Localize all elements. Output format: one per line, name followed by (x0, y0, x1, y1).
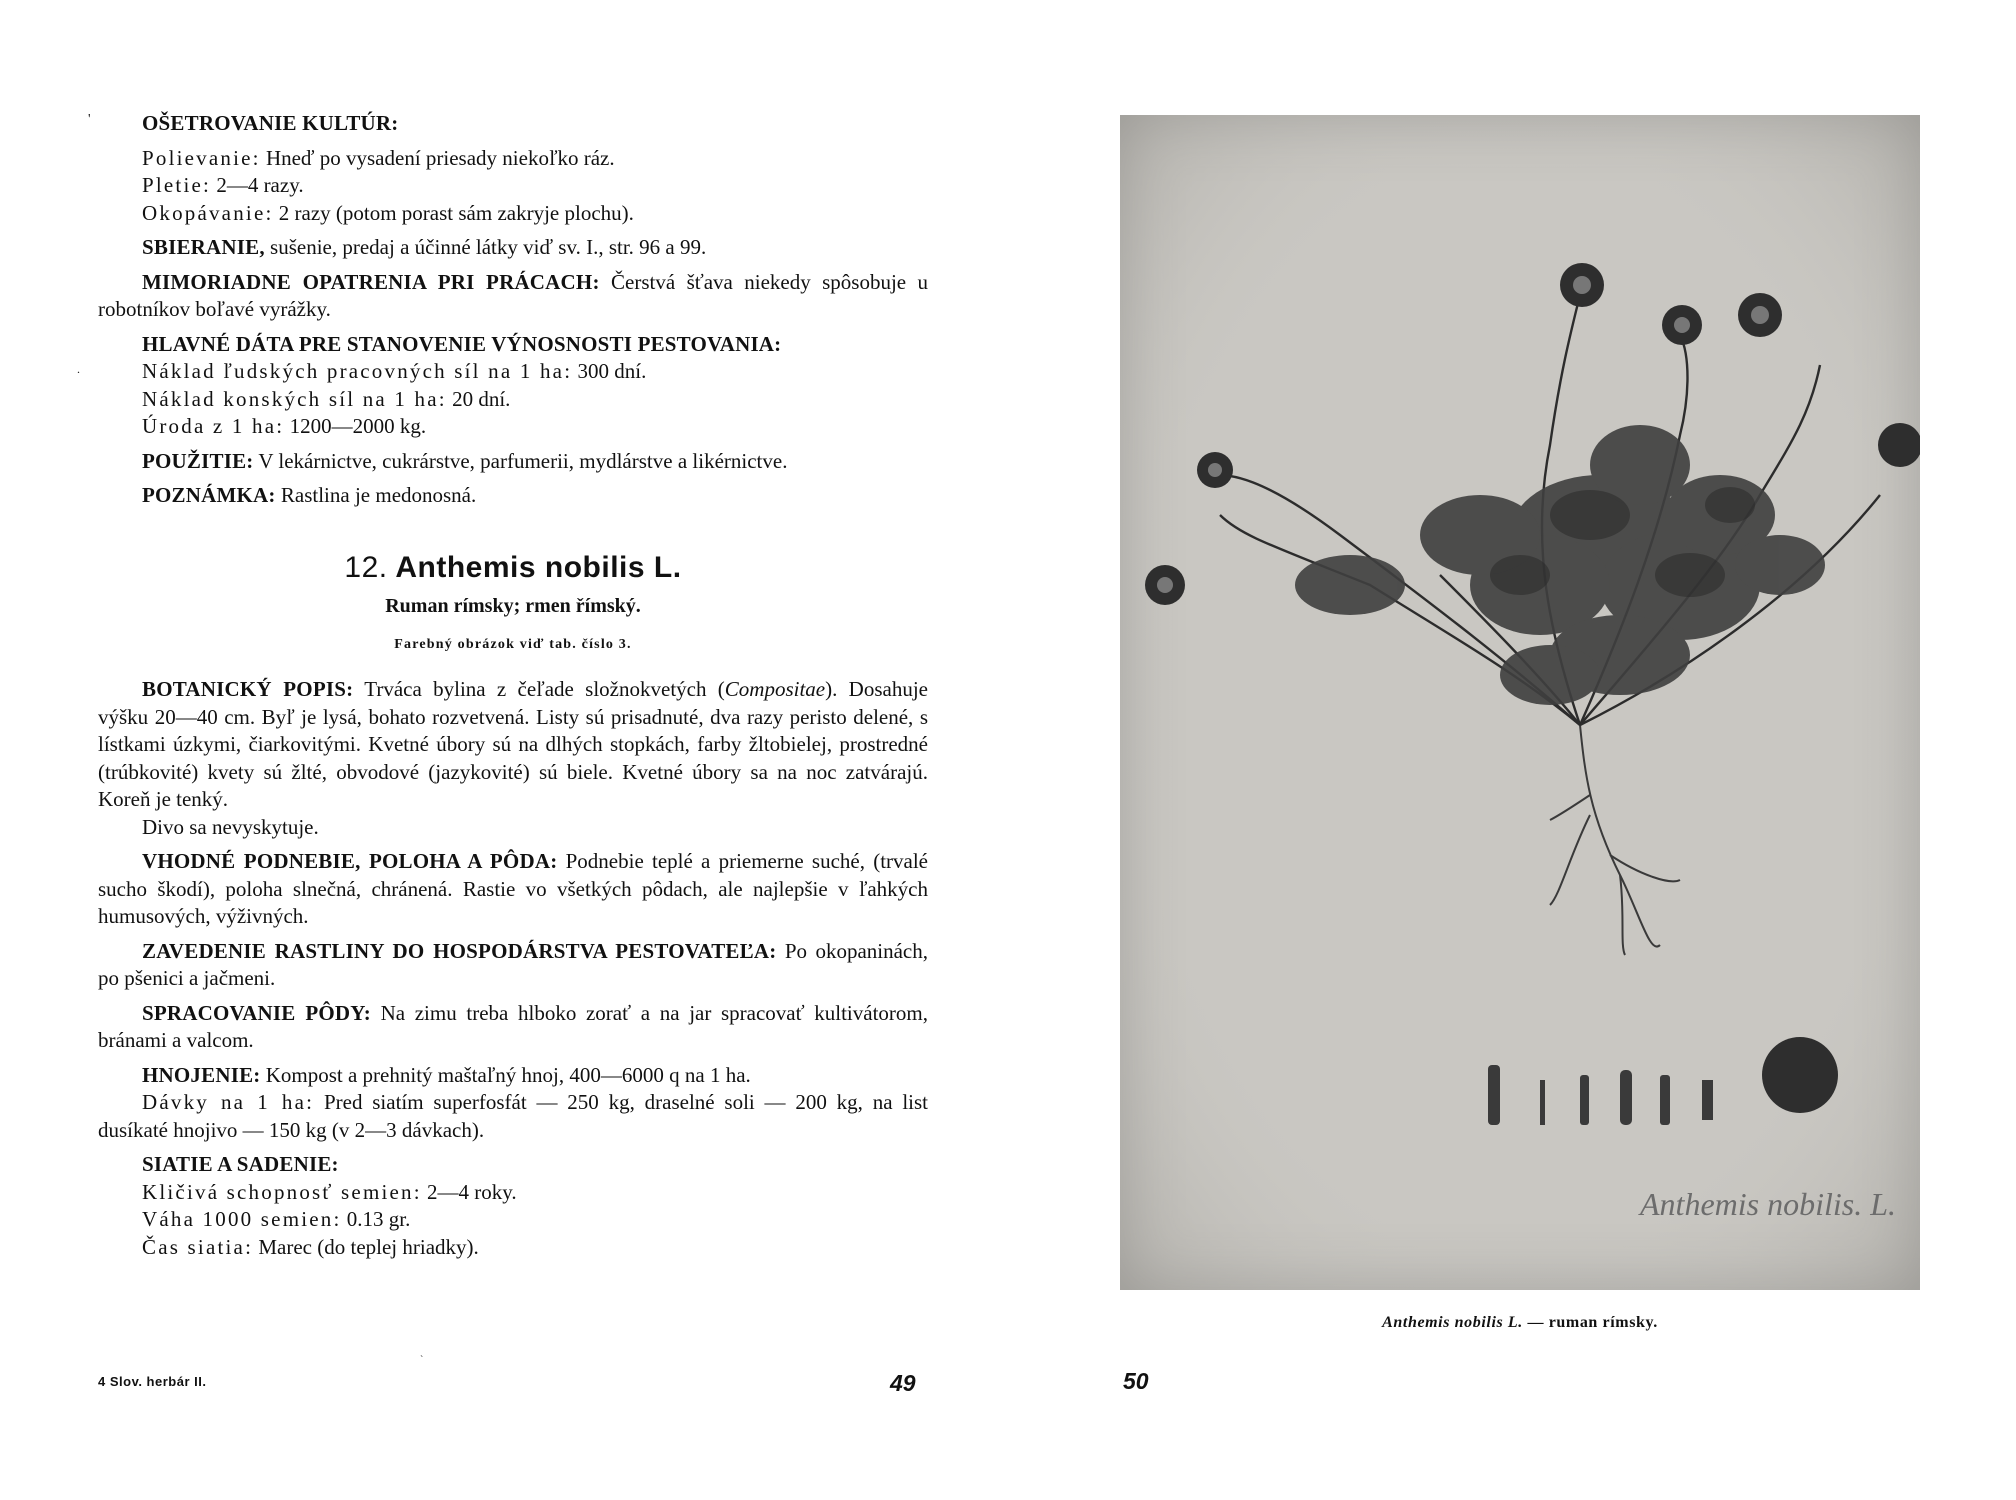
hlavne-item: Náklad ľudských pracovných síl na 1 ha: 300 dní. (142, 359, 647, 383)
page-number-left: 49 (890, 1370, 916, 1396)
botanicky-paragraph: BOTANICKÝ POPIS: Trváca bylina z čeľade složnokvetých (Compositae). Dosahuje výšku 20—40 cm. Byľ je lysá, bohato rozvetvená. Listy sú prisadnuté, dva razy peristo delené, s lístkami úzkymi, čiarkovitými. Kvetné úbory sú na dlhých stopkách, farby žltobielej, prostredné (trúbkovité) kvety sú žlté, obvodové (jazykovité) sú biele. Kvetné úbory sa na noc zatvárajú. Koreň je tenký. (98, 677, 928, 811)
siatie-item: Váha 1000 semien: 0.13 gr. (142, 1207, 411, 1231)
section-subtitle: Ruman rímsky; rmen římský. (385, 595, 641, 617)
siatie-item: Kličivá schopnosť semien: 2—4 roky. (142, 1179, 517, 1204)
section-title: 12. Anthemis nobilis L. (344, 550, 682, 584)
siatie-heading: SIATIE A SADENIE: (142, 1152, 339, 1176)
stray-mark: ` (420, 1355, 424, 1366)
text-column (98, 110, 928, 1261)
hlavne-heading: HLAVNÉ DÁTA PRE STANOVENIE VÝNOSNOSTI PESTOVANIA: (142, 331, 782, 356)
plate-script-label: Anthemis nobilis. L. (1640, 1186, 1897, 1222)
spracovanie-paragraph: SPRACOVANIE PÔDY: Na zimu treba hlboko zorať a na jar spracovať kultivátorom, bránami a valcom. (98, 1000, 928, 1052)
osetrovanie-item: Okopávanie: 2 razy (potom porast sám zakryje plochu). (142, 200, 634, 225)
sbieranie-paragraph: SBIERANIE, sušenie, predaj a účinné látky viď sv. I., str. 96 a 99. (142, 235, 707, 259)
stray-mark: ' (88, 112, 91, 127)
osetrovanie-heading: OŠETROVANIE KULTÚR: (142, 111, 399, 135)
zavedenie-paragraph: ZAVEDENIE RASTLINY DO HOSPODÁRSTVA PESTOVATEĽA: Po okopaninách, po pšenici a jačmeni. (98, 938, 928, 990)
plate-caption: Anthemis nobilis L. — ruman rímsky. (1382, 1314, 1658, 1331)
vhodne-paragraph: VHODNÉ PODNEBIE, POLOHA A PÔDA: Podnebie teplé a priemerne suché, (trvalé sucho škodí), poloha slnečná, chránená. Rastie vo všetkých pôdach, ale najlepšie v ľahkých humusových, výživných. (98, 849, 928, 928)
footer-signature: 4 Slov. herbár II. (98, 1374, 207, 1389)
mimoriadne-paragraph: MIMORIADNE OPATRENIA PRI PRÁCACH: Čerstvá šťava niekedy spôsobuje u robotníkov boľavé vyrážky. (98, 269, 928, 321)
pouzitie-paragraph: POUŽITIE: V lekárnictve, cukrárstve, parfumerii, mydlárstve a likérnictve. (142, 448, 788, 473)
page-number-right: 50 (1123, 1368, 1149, 1394)
hlavne-item: Úroda z 1 ha: 1200—2000 kg. (142, 414, 427, 438)
davky-paragraph: Dávky na 1 ha: Pred siatím superfosfát — 250 kg, draselné soli — 200 kg, na list dusíkaté hnojivo — 150 kg (v 2—3 dávkach). (98, 1090, 928, 1142)
section-color-ref: Farebný obrázok viď tab. číslo 3. (394, 636, 632, 652)
poznamka-paragraph: POZNÁMKA: Rastlina je medonosná. (142, 483, 477, 507)
divo-line: Divo sa nevyskytuje. (142, 814, 319, 839)
hlavne-item: Náklad konských síl na 1 ha: 20 dní. (142, 386, 511, 411)
hnojenie-paragraph: HNOJENIE: Kompost a prehnitý maštaľný hnoj, 400—6000 q na 1 ha. (142, 1062, 751, 1087)
osetrovanie-item: Polievanie: Hneď po vysadení priesady niekoľko ráz. (142, 145, 615, 170)
right-page (1008, 0, 2016, 1500)
plant-illustration (1120, 115, 1920, 1290)
botanical-plate (1120, 115, 1920, 1290)
stray-mark: . (77, 362, 80, 376)
siatie-item: Čas siatia: Marec (do teplej hriadky). (142, 1234, 479, 1259)
osetrovanie-item: Pletie: 2—4 razy. (142, 173, 304, 197)
